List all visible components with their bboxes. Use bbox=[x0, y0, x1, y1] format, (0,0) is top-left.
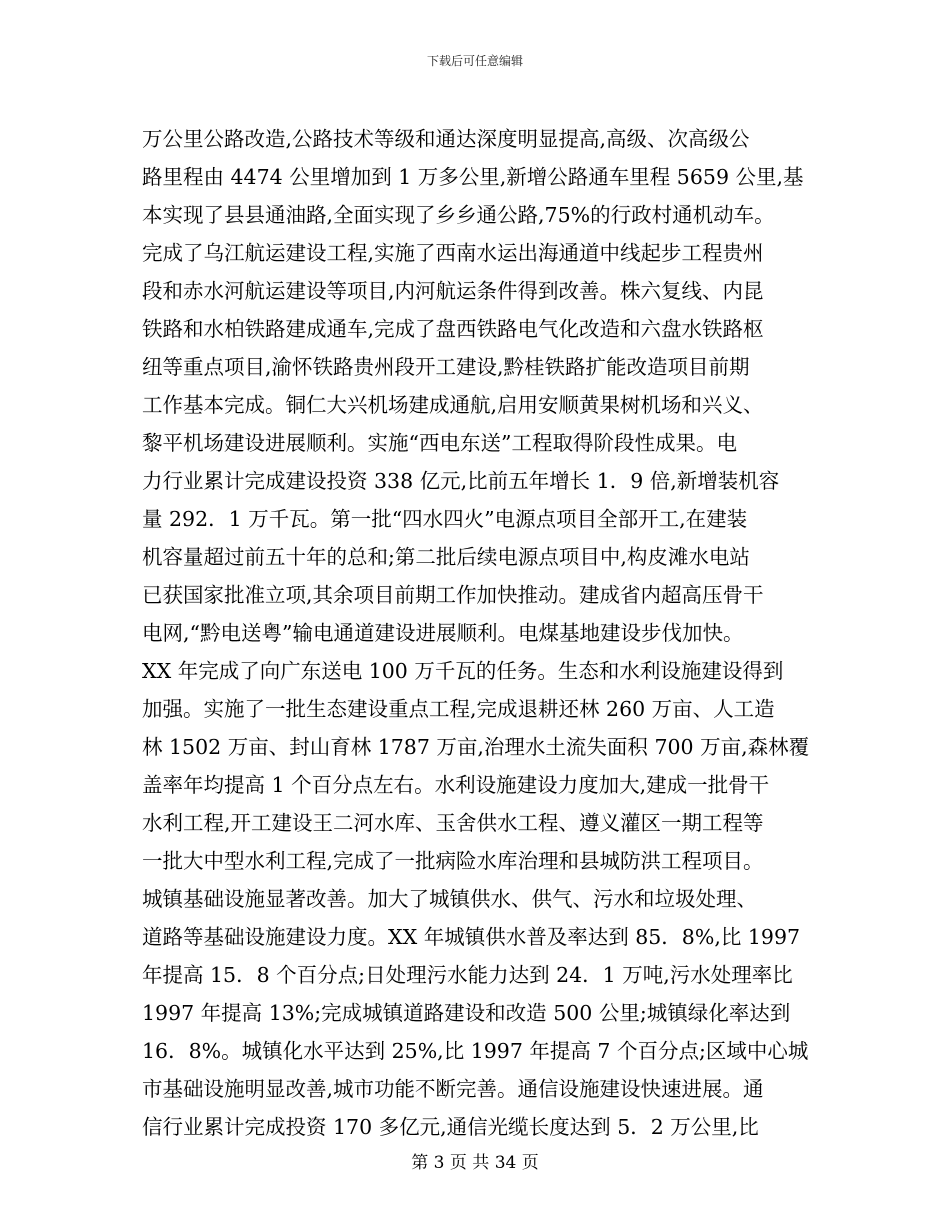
text-line: 年提高 15．8 个百分点;日处理污水能力达到 24．1 万吨,污水处理率比 bbox=[142, 963, 793, 987]
text-line: 力行业累计完成建设投资 338 亿元,比前五年增长 1．9 倍,新增装机容 bbox=[142, 469, 780, 493]
text-line: 林 1502 万亩、封山育林 1787 万亩,治理水土流失面积 700 万亩,森林覆 bbox=[142, 735, 810, 759]
text-line: 铁路和水柏铁路建成通车,完成了盘西铁路电气化改造和六盘水铁路枢 bbox=[142, 317, 764, 341]
text-line: 水利工程,开工建设王二河水库、玉舍供水工程、遵义灌区一期工程等 bbox=[142, 811, 764, 835]
text-line: 黎平机场建设进展顺利。实施“西电东送”工程取得阶段性成果。电 bbox=[142, 431, 737, 455]
text-line: 段和赤水河航运建设等项目,内河航运条件得到改善。株六复线、内昆 bbox=[142, 279, 764, 303]
text-line: 量 292．1 万千瓦。第一批“四水四火”电源点项目全部开工,在建装 bbox=[142, 507, 748, 531]
text-line: 道路等基础设施建设力度。XX 年城镇供水普及率达到 85．8%,比 1997 bbox=[142, 925, 801, 949]
text-line: 1997 年提高 13%;完成城镇道路建设和改造 500 公里;城镇绿化率达到 bbox=[142, 1001, 791, 1025]
text-line: 机容量超过前五十年的总和;第二批后续电源点项目中,构皮滩水电站 bbox=[142, 545, 750, 569]
text-line: 万公里公路改造,公路技术等级和通达深度明显提高,高级、次高级公 bbox=[142, 127, 750, 151]
text-line: 市基础设施明显改善,城市功能不断完善。通信设施建设快速进展。通 bbox=[142, 1077, 764, 1101]
text-line: 16．8%。城镇化水平达到 25%,比 1997 年提高 7 个百分点;区域中心城 bbox=[142, 1039, 809, 1063]
text-line: 信行业累计完成投资 170 多亿元,通信光缆长度达到 5．2 万公里,比 bbox=[142, 1115, 759, 1139]
text-line: 已获国家批准立项,其余项目前期工作加快推动。建成省内超高压骨干 bbox=[142, 583, 764, 607]
text-line: 路里程由 4474 公里增加到 1 万多公里,新增公路通车里程 5659 公里,基 bbox=[142, 165, 804, 189]
text-line: XX 年完成了向广东送电 100 万千瓦的任务。生态和水利设施建设得到 bbox=[142, 659, 784, 683]
text-line: 工作基本完成。铜仁大兴机场建成通航,启用安顺黄果树机场和兴义、 bbox=[142, 393, 764, 417]
text-line: 纽等重点项目,渝怀铁路贵州段开工建设,黔桂铁路扩能改造项目前期 bbox=[142, 355, 750, 379]
text-line: 城镇基础设施显著改善。加大了城镇供水、供气、污水和垃圾处理、 bbox=[142, 887, 757, 911]
text-line: 完成了乌江航运建设工程,实施了西南水运出海通道中线起步工程贵州 bbox=[142, 241, 764, 265]
body-text bbox=[142, 120, 812, 1146]
text-line: 本实现了县县通油路,全面实现了乡乡通公路,75%的行政村通机动车。 bbox=[142, 203, 775, 227]
text-line: 加强。实施了一批生态建设重点工程,完成退耕还林 260 万亩、人工造 bbox=[142, 697, 775, 721]
text-line: 盖率年均提高 1 个百分点左右。水利设施建设力度加大,建成一批骨干 bbox=[142, 773, 770, 797]
text-line: 电网,“黔电送粤”输电通道建设进展顺利。电煤基地建设步伐加快。 bbox=[142, 621, 744, 645]
page-number-footer: 第 3 页 共 34 页 bbox=[411, 1153, 539, 1173]
text-line: 一批大中型水利工程,完成了一批病险水库治理和县城防洪工程项目。 bbox=[142, 849, 764, 873]
page-header: 下载后可任意编辑 bbox=[426, 54, 523, 68]
